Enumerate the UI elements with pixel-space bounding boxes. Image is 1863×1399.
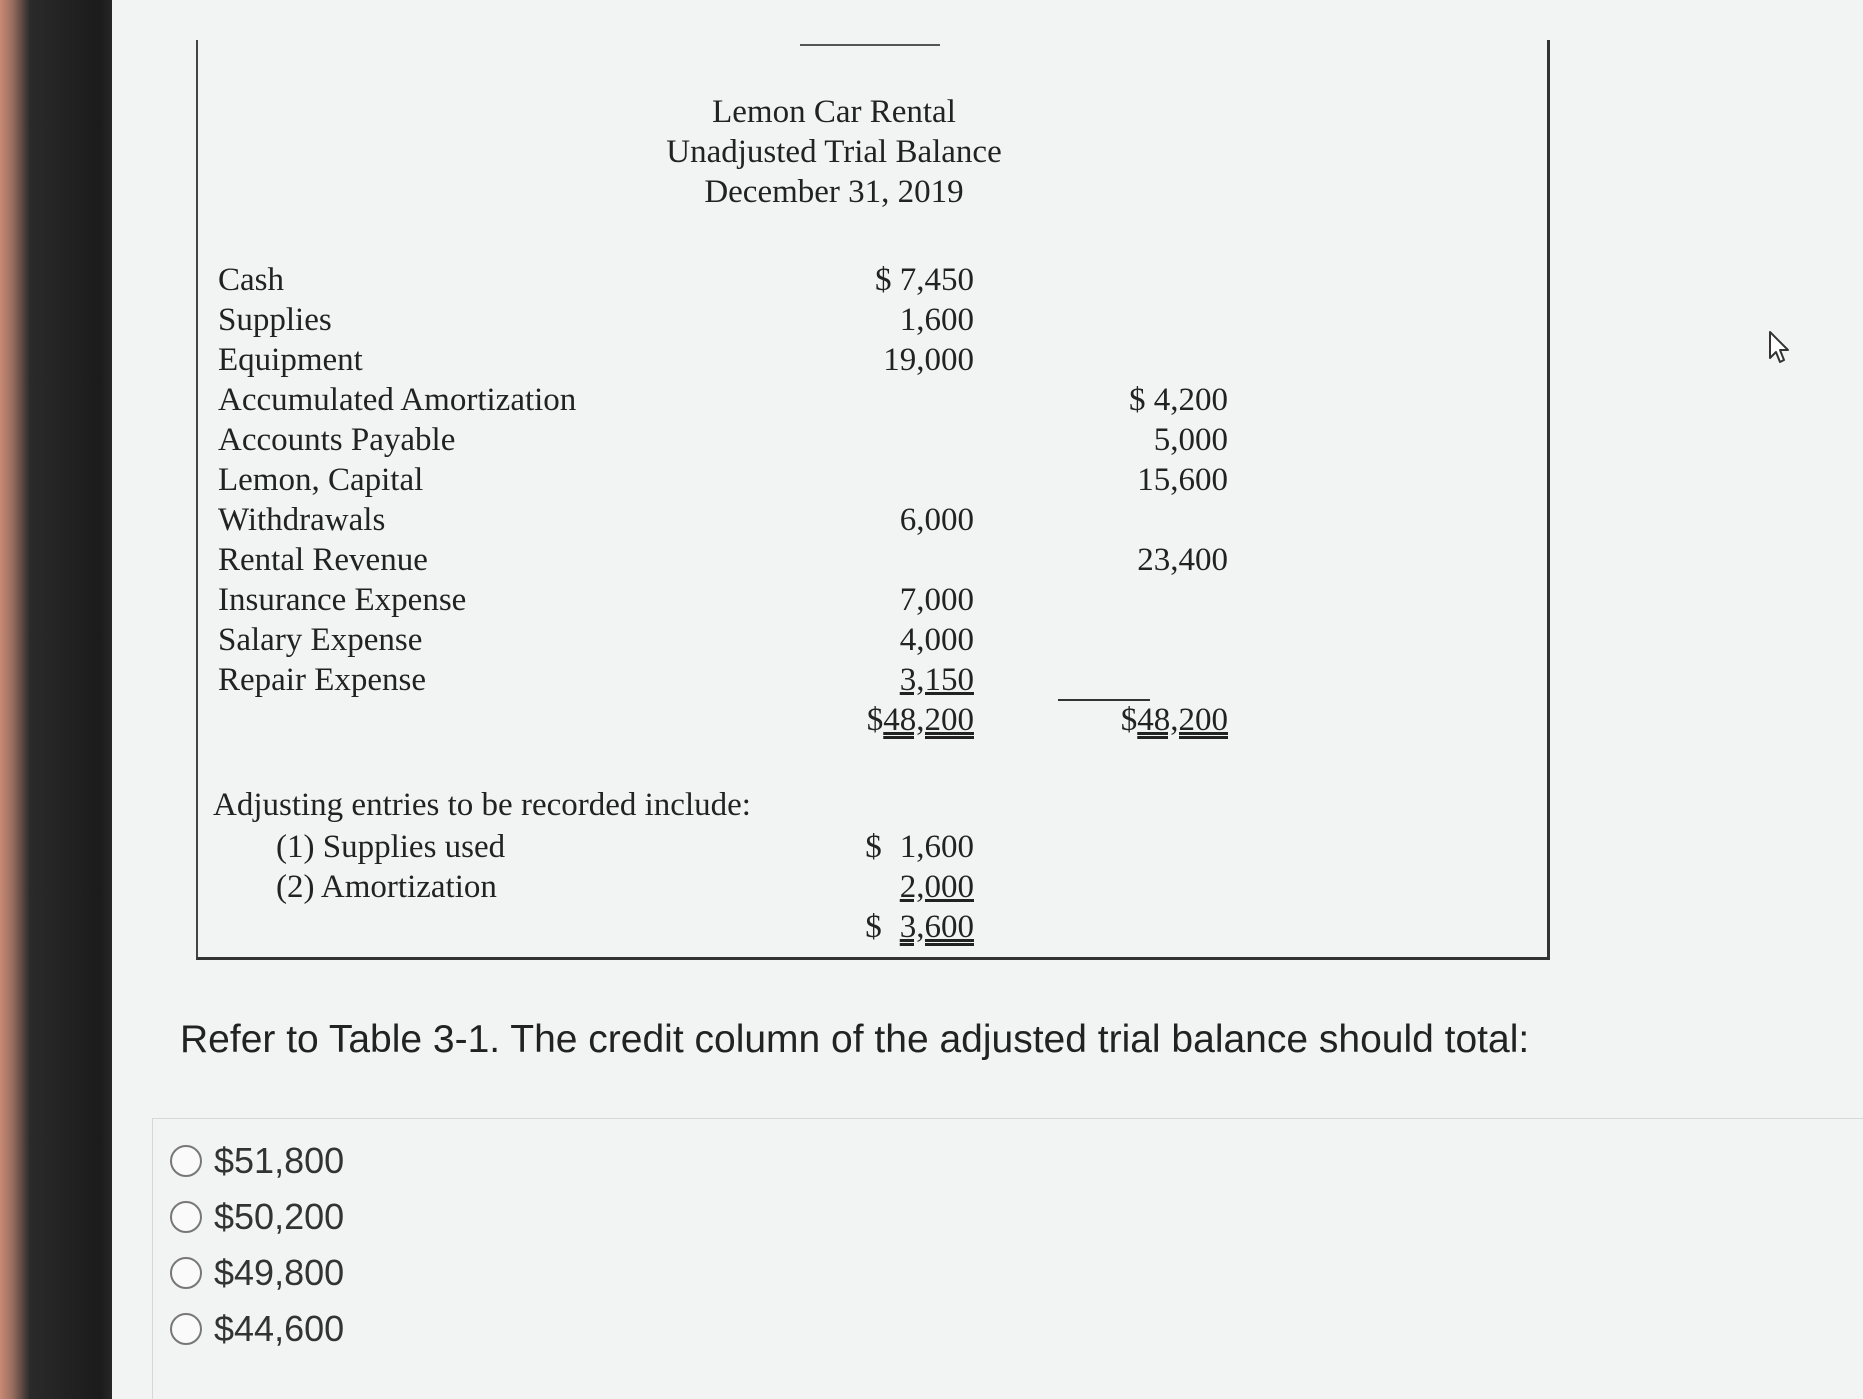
mouse-pointer-icon [1768,330,1794,371]
answer-label: $44,600 [214,1308,345,1349]
table-row [208,420,1538,460]
credit-total-value: 48,200 [1137,702,1228,738]
debit-amount: 6,000 [899,502,974,538]
debit-total-symbol: $ [866,702,884,738]
adjustment-total-value: 3,600 [899,909,974,945]
answer-option[interactable] [170,1139,344,1183]
adjustment-amount [808,827,974,867]
answer-label: $49,800 [214,1252,345,1293]
debit-amount: 4,000 [899,622,974,658]
table-row [208,300,1538,340]
table-row [208,260,1538,300]
adjustment-symbol: $ [865,829,882,865]
trial-balance-table [196,40,1550,960]
answer-label: $50,200 [214,1196,345,1237]
radio-button[interactable] [170,1145,202,1177]
report-name: Unadjusted Trial Balance [666,134,1002,170]
account-name: Equipment [218,342,363,378]
question-text: Refer to Table 3-1. The credit column of the adjusted trial balance should total: [180,1018,1530,1061]
monitor-bezel [0,0,112,1399]
table-row [208,580,1538,620]
adjustment-total [808,907,974,947]
account-name: Salary Expense [218,622,423,658]
answer-option[interactable] [170,1251,344,1295]
debit-total [808,700,974,740]
answer-label: $51,800 [214,1140,345,1181]
account-name: Rental Revenue [218,542,428,578]
debit-amount: 3,150 [899,662,974,698]
debit-amount: 1,600 [899,302,974,338]
credit-amount: 5,000 [1153,422,1228,458]
table-row [208,660,1538,700]
account-name: Cash [218,262,284,298]
account-name: Accumulated Amortization [218,382,577,418]
account-name: Insurance Expense [218,582,467,618]
debit-amount: 7,000 [899,582,974,618]
credit-amount: 15,600 [1137,462,1228,498]
table-row [208,540,1538,580]
credit-total-symbol: $ [1120,702,1138,738]
adjustment-row [208,867,1538,907]
adjustment-value: 1,600 [899,829,974,865]
radio-button[interactable] [170,1313,202,1345]
radio-button[interactable] [170,1257,202,1289]
adjustment-value: 2,000 [899,869,974,905]
account-name: Lemon, Capital [218,462,424,498]
choices-panel [152,1118,1863,1399]
adjustment-total-symbol: $ [865,909,882,945]
account-name: Supplies [218,302,332,338]
adjusting-entries-title: Adjusting entries to be recorded include: [213,787,751,823]
account-name: Accounts Payable [218,422,456,458]
debit-amount: 19,000 [883,342,974,378]
answer-option[interactable] [170,1195,344,1239]
table-heading [198,92,1552,212]
adjustment-amount [808,867,974,907]
debit-amount: $ 7,450 [875,262,974,298]
credit-amount: $ 4,200 [1129,382,1228,418]
adjustment-label: (1) Supplies used [276,829,506,865]
table-row [208,340,1538,380]
table-row [208,620,1538,660]
credit-total [1068,700,1228,740]
totals-row [208,700,1538,740]
account-name: Repair Expense [218,662,427,698]
answer-option[interactable] [170,1307,344,1351]
adjustment-total-row [208,907,1538,947]
account-name: Withdrawals [218,502,386,538]
adjustment-row [208,827,1538,867]
table-row [208,500,1538,540]
table-row [208,460,1538,500]
radio-button[interactable] [170,1201,202,1233]
company-name: Lemon Car Rental [712,94,956,130]
table-row [208,380,1538,420]
debit-total-value: 48,200 [883,702,974,738]
adjustment-label: (2) Amortization [276,869,497,905]
report-date: December 31, 2019 [704,174,964,210]
credit-amount: 23,400 [1137,542,1228,578]
